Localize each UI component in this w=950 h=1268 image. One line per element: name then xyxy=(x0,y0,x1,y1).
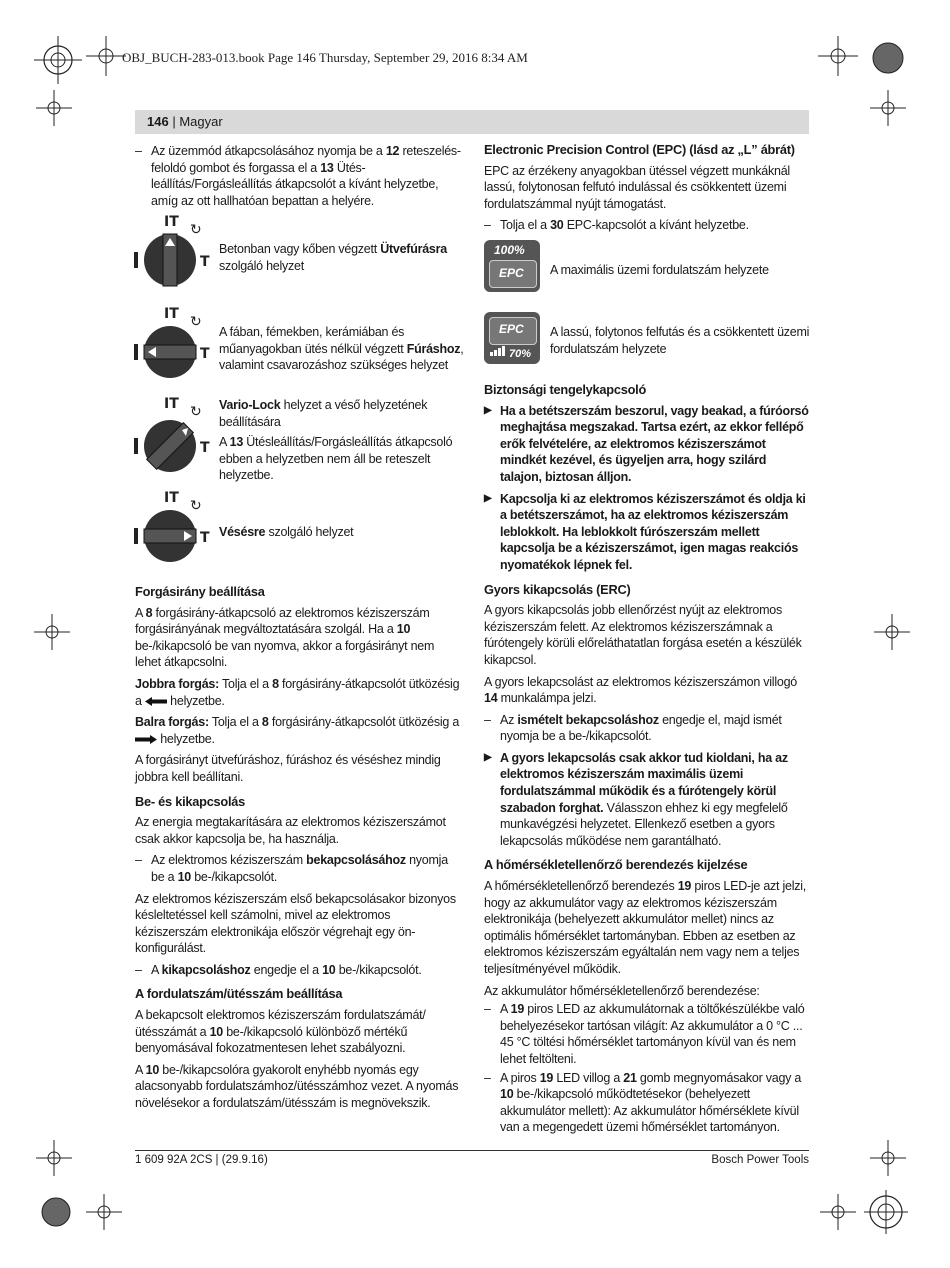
temp-para-2: Az akkumulátor hőmérsékletellenőrző berendezése: xyxy=(484,983,760,998)
registration-crosshair-icon xyxy=(874,614,910,650)
temp-para-1: A hőmérsékletellenőrző berendezés 19 piros LED-je azt jelzi, hogy az akkumulátor vagy az elektromos kéziszerszám elektronikája (behelyezett akkumulátor mellet) nincs az optimális hőmérséklet tartományban. Ebben az esetben az elektromos kéziszerszám egyáltalán nem vagy nem a teljes teljesítményével működik. xyxy=(484,879,806,976)
arrow-right-icon xyxy=(135,735,157,744)
rotation-left-para: Balra forgás: Tolja el a 8 forgásirány-átkapcsolót ütközésig a helyzetbe. xyxy=(135,715,460,746)
speed-heading: A fordulatszám/ütésszám beállítása xyxy=(135,986,343,1002)
registration-crosshair-icon xyxy=(818,36,858,76)
clutch-heading: Biztonsági tengelykapcsoló xyxy=(484,382,647,397)
registration-crosshair-icon xyxy=(34,36,82,84)
svg-text:T: T xyxy=(200,530,210,546)
epc-max-icon: 100% EPC xyxy=(484,240,540,292)
rotation-heading: Forgásirány beállítása xyxy=(135,584,265,599)
registration-crosshair-icon xyxy=(38,1194,74,1230)
header-language: Magyar xyxy=(179,114,223,129)
page-header: 146 | Magyar xyxy=(135,110,809,134)
hammer-drill-icon xyxy=(130,212,210,292)
erc-para-2: A gyors lekapcsolást az elektromos kéziszerszámon villogó 14 munkalámpa jelzi. xyxy=(484,674,797,706)
registration-crosshair-icon xyxy=(34,614,70,650)
rotation-right-para: Jobbra forgás: Tolja el a 8 forgásirány-átkapcsolót ütközésig a helyzetbe. xyxy=(135,676,460,708)
registration-crosshair-icon xyxy=(86,36,126,76)
epc-para: EPC az érzékeny anyagokban ütéssel végzett munkáknál lassú, folytonosan felfutó indulással és csökkentett üzemi fordulatszámmal nyújt támogatást. xyxy=(484,163,790,211)
arrow-left-icon xyxy=(145,697,167,706)
registration-crosshair-icon xyxy=(820,1194,856,1230)
mode-drill-caption: A fában, fémekben, kerámiában és műanyagokban ütés nélkül végzett Fúráshoz, valamint csavarozáshoz szükséges helyzet xyxy=(219,325,464,373)
erc-para-1: A gyors kikapcsolás jobb ellenőrzést nyújt az elektromos kéziszerszám felett. Az elektromos kéziszerszámnak a fúrótengely körüli előreláthatatlan forgása esetén a készülék kikapcsol. xyxy=(484,603,802,667)
drill-icon xyxy=(130,304,210,384)
speed-para-2: A 10 be-/kikapcsolóra gyakorolt enyhébb nyomás egy alacsonyabb fordulatszámhoz/ütésszámhoz vezet. A nyomás növelésekor a fordulatszám/ütésszám is megnövekszik. xyxy=(135,1062,459,1111)
registration-crosshair-icon xyxy=(864,1190,908,1234)
rotation-note: A forgásirányt ütvefúráshoz, fúráshoz és véséshez mindig jobbra kell beállítani. xyxy=(135,753,441,784)
footer-rule xyxy=(135,1150,809,1151)
footer-brand: Bosch Power Tools xyxy=(711,1154,809,1166)
onoff-heading: Be- és kikapcsolás xyxy=(135,793,246,809)
epc-heading: Electronic Precision Control (EPC) (lásd az „L” ábrát) xyxy=(484,142,795,157)
svg-text:↻: ↻ xyxy=(190,498,202,514)
epc-max-caption: A maximális üzemi fordulatszám helyzete xyxy=(550,263,769,277)
clutch-warning-1: ▶ Ha a betétszerszám beszorul, vagy beakad, a fúróorsó meghajtása megszakad. Tartsa ezért, az ekkor fellépő erők felvételére, az elektromos kéziszerszámot mindkét kezével, és ügyeljen arra, hogy szilárd talajon, biztosan álljon. xyxy=(484,403,809,486)
erc-heading: Gyors kikapcsolás (ERC) xyxy=(484,581,631,597)
onoff-delay-para: Az elektromos kéziszerszám első bekapcsolásakor bizonyos késleltetéssel kell számolni, mivel az elektromos kéziszerszám elektronikája először végrehajt egy ön-konfigurálást. xyxy=(135,891,456,956)
clutch-warning-2: ▶ Kapcsolja ki az elektromos kéziszerszámot és oldja ki a betétszerszámot, ha az elektromos kéziszerszám leblokkolt. Ha leblokkolt fúrószerszám mellett kapcsolja be a kéziszerszámot, igen magas reakciós nyomatékok lépnek fel. xyxy=(484,491,809,574)
svg-text:↻: ↻ xyxy=(190,404,202,420)
chisel-icon xyxy=(130,488,210,568)
registration-crosshair-icon xyxy=(870,1140,906,1176)
registration-crosshair-icon xyxy=(86,1194,122,1230)
registration-crosshair-icon xyxy=(36,90,72,126)
svg-text:IT: IT xyxy=(164,306,179,322)
footer-doc-id: 1 609 92A 2CS | (29.9.16) xyxy=(135,1154,268,1166)
mode-chisel-caption: Vésésre szolgáló helyzet xyxy=(219,525,354,539)
epc-soft-icon: EPC 70% xyxy=(484,312,540,364)
speed-para-1: A bekapcsolt elektromos kéziszerszám fordulatszámát/ütésszámát a 10 be-/kikapcsoló különböző mértékű benyomásával fokozatmentesen lehet szabályozni. xyxy=(135,1008,426,1056)
svg-text:T: T xyxy=(200,254,210,270)
onoff-switch-off: – A kikapcsoláshoz engedje el a 10 be-/kikapcsolót. xyxy=(135,962,463,979)
temp-heading: A hőmérsékletellenőrző berendezés kijelzése xyxy=(484,857,748,873)
svg-text:↻: ↻ xyxy=(190,314,202,330)
onoff-switch-on: – Az elektromos kéziszerszám bekapcsolásához nyomja be a 10 be-/kikapcsolót. xyxy=(135,852,463,885)
onoff-para: Az energia megtakarítására az elektromos kéziszerszámot csak akkor kapcsolja be, ha használja. xyxy=(135,815,446,846)
book-info-line: OBJ_BUCH-283-013.book Page 146 Thursday, September 29, 2016 8:34 AM xyxy=(122,50,528,65)
svg-text:T: T xyxy=(200,440,210,456)
mode-vario-lock-caption: Vario-Lock helyzet a véső helyzetének beállítására A 13 Ütésleállítás/Forgásleállítás átkapcsoló ebben a helyzetben nem áll be reteszelt helyzetbe. xyxy=(219,398,453,483)
svg-text:T: T xyxy=(200,346,210,362)
page-number: 146 xyxy=(147,114,169,129)
svg-text:IT: IT xyxy=(164,396,179,412)
svg-text:IT: IT xyxy=(164,490,179,506)
svg-text:IT: IT xyxy=(164,214,179,230)
rotation-para: A 8 forgásirány-átkapcsoló az elektromos kéziszerszám forgásirányának megváltoztatására szolgál. Ha a 10 be-/kikapcsoló be van nyomva, akkor a forgásirányt nem lehet átkapcsolni. xyxy=(135,605,435,670)
registration-crosshair-icon xyxy=(870,90,906,126)
mode-switch-instruction: – Az üzemmód átkapcsolásához nyomja be a 12 reteszelés-feloldó gombot és forgassa el a 13 Ütés-leállítás/Forgásleállítás átkapcsolót a kívánt helyzetbe, amíg az ott hallhatóan bepattan a helyére. xyxy=(135,143,463,209)
svg-text:↻: ↻ xyxy=(190,222,202,238)
erc-warning: ▶ A gyors lekapcsolás csak akkor tud kioldani, ha az elektromos kéziszerszám maximális üzemi fordulatszámmal működik és a fúrótengely körül szabadon forghat. Válasszon ehhez ki egy megfelelő munkavégzési helyzetet. Ellenkező esetben a gyors lekapcsolás működése nem garantálható. xyxy=(484,750,809,850)
erc-restart: – Az ismételt bekapcsoláshoz engedje el, majd ismét nyomja be a be-/kikapcsolót. xyxy=(484,712,809,745)
mode-hammer-caption: Betonban vagy kőben végzett Ütvefúrásra szolgáló helyzet xyxy=(219,242,447,273)
temp-item-1: – A 19 piros LED az akkumulátornak a töltőkészülékbe való behelyezésekor tartósan világít: Az akkumulátor a 0 °C ... 45 °C töltési hőmérséklet tartományon kívül van és nem lehet feltölteni. xyxy=(484,1001,809,1067)
epc-soft-caption: A lassú, folytonos felfutás és a csökkentett üzemi fordulatszám helyzete xyxy=(550,325,810,356)
registration-crosshair-icon xyxy=(36,1140,72,1176)
registration-crosshair-icon xyxy=(868,38,908,78)
vario-lock-icon xyxy=(130,394,210,478)
temp-item-2: – A piros 19 LED villog a 21 gomb megnyomásakor vagy a 10 be-/kikapcsoló működtetésekor (behelyezett akkumulátor mellett): Az akkumulátor hőmérséklete kívül van a megengedett üzemi hőmérséklet tartományon. xyxy=(484,1070,809,1136)
epc-instruction: – Tolja el a 30 EPC-kapcsolót a kívánt helyzetbe. xyxy=(484,217,809,234)
